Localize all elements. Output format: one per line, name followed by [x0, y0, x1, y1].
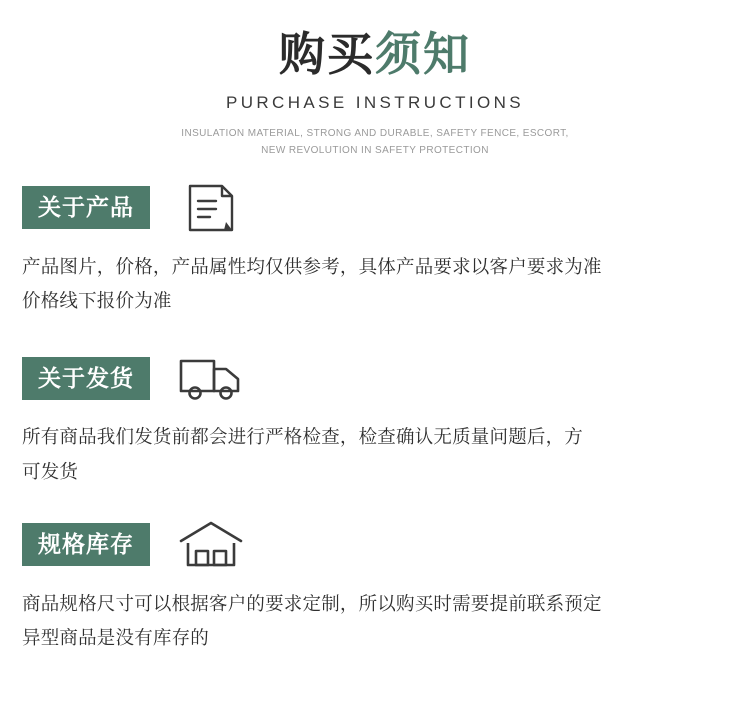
section-line: 商品规格尺寸可以根据客户的要求定制，所以购买时需要提前联系预定 [22, 592, 602, 614]
section-body-specs-stock [22, 587, 728, 655]
section-badge-about-product: 关于产品 [22, 186, 150, 229]
section-header [22, 182, 728, 234]
sections-container [0, 182, 750, 655]
page-title-part1: 购买 [279, 28, 375, 80]
section-about-product [22, 182, 728, 318]
document-icon [176, 179, 246, 237]
section-header [22, 519, 728, 571]
warehouse-icon [176, 516, 246, 574]
section-line: 异型商品是没有库存的 [22, 626, 210, 648]
page-description-line-2: NEW REVOLUTION IN SAFETY PROTECTION [261, 145, 489, 157]
section-line: 所有商品我们发货前都会进行严格检查，检查确认无质量问题后，方 [22, 426, 584, 448]
section-badge-about-shipping: 关于发货 [22, 357, 150, 400]
page-subtitle: PURCHASE INSTRUCTIONS [225, 92, 525, 112]
page-title-part2: 须知 [375, 28, 471, 80]
section-body-about-product [22, 250, 728, 318]
section-line: 可发货 [22, 460, 79, 482]
page-header [0, 0, 750, 160]
section-line: 产品图片，价格，产品属性均仅供参考，具体产品要求以客户要求为准 [22, 255, 602, 277]
section-line: 价格线下报价为准 [22, 290, 172, 312]
section-badge-specs-stock: 规格库存 [22, 523, 150, 566]
section-specs-stock [22, 519, 728, 655]
section-about-shipping [22, 352, 728, 488]
section-header [22, 352, 728, 404]
page-description-line-1: INSULATION MATERIAL, STRONG AND DURABLE, SAFETY FENCE, ESCORT, [181, 127, 569, 139]
truck-icon [176, 349, 246, 407]
page-title [0, 28, 750, 81]
section-body-about-shipping [22, 420, 728, 488]
page-description [0, 125, 750, 160]
